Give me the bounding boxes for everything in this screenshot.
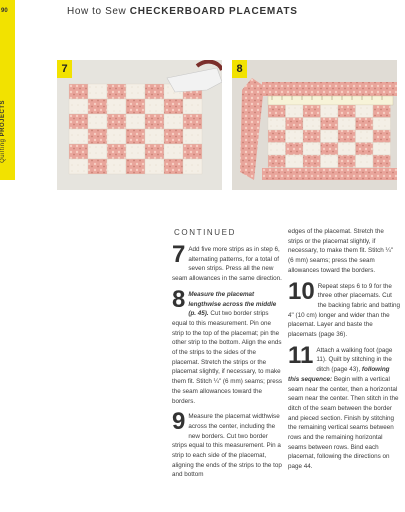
step-lead-text: Attach a walking foot (page 11). Quilt by stitching in the ditch (page 43), [316,346,393,374]
photo-label: 8 [232,60,247,78]
quilt-square [321,130,339,143]
quilt-square [69,99,88,114]
section-label-bold: PROJECTS [0,100,6,137]
quilt-square [303,105,321,118]
section-heading: CONTINUED [174,228,236,237]
step-9-continued [288,227,400,276]
quilt-square [356,130,374,143]
quilt-square [356,155,374,168]
step-text: Measure the placemat widthwise across the center, including the new borders. Cut two border strips equal to this measurement. Pin a strip to each side of the placemat, aligning the ends of the strips to the top and bottom [172,413,282,479]
quilt-square [164,159,183,174]
step-text: edges of the placemat. Stretch the strips or the placemat slightly, if necessary, to make them fit. Stitch ¼" (6 mm) seams; press the seam allowances toward the borders. [288,228,394,274]
page-number: 90 [1,8,8,14]
step-number: 9 [172,408,186,436]
step-body: Cut two border strips equal to this measurement. Pin one strip to the top of the placemat; pin the other strip to the bottom. Align the ends of the strips to the sides of the placemat. Stretch the strips or the placemat slightly, if necessary, to make them fit. Stitch ¼" (6 mm) seams; press the seam allowances toward the borders. [172,310,283,405]
quilt-square [321,118,339,131]
step-lead: following this sequence: [288,366,390,383]
step-9 [172,408,282,480]
quilt-square [286,130,304,143]
quilt-square [126,114,145,129]
quilt-square [373,105,391,118]
quilt-square [338,143,356,156]
quilt-square [126,84,145,99]
quilt-square [145,129,164,144]
step-text [172,285,283,406]
quilt-square [373,155,391,168]
quilt-square [303,155,321,168]
quilt-square [286,143,304,156]
quilt-square [107,84,126,99]
step-10 [288,277,400,340]
quilt-square [69,84,88,99]
step-8 [172,285,283,406]
quilt-square [145,114,164,129]
quilt-square [126,99,145,114]
quilt-square [268,130,286,143]
quilt-square [69,159,88,174]
quilt-square [268,143,286,156]
quilt-square [107,129,126,144]
step-11 [288,341,400,472]
section-tab [0,0,15,180]
quilt-square [88,84,107,99]
step-number: 10 [288,277,315,305]
quilt-square [145,84,164,99]
border-strips-illustration [232,60,397,190]
quilt-square [338,105,356,118]
quilt-square [107,159,126,174]
page-title [67,6,298,17]
quilt-square [145,144,164,159]
quilt-square [338,118,356,131]
section-label [0,100,15,163]
photo-label: 7 [57,60,72,78]
quilt-square [183,144,202,159]
step-number: 7 [172,241,186,268]
step-number: 11 [288,341,314,369]
quilt-square [356,143,374,156]
quilt-square [268,105,286,118]
quilt-square [338,130,356,143]
step-7 [172,241,282,284]
step-lead: Measure the placemat lengthwise across the middle (p. 45). [188,290,277,318]
quilt-square [145,159,164,174]
quilt-square [164,144,183,159]
quilt-square [88,159,107,174]
quilt-square [303,130,321,143]
step-text: Repeat steps 6 to 9 for the three other placemats. Cut the backing fabric and batting 4" (10 cm) longer and wider than the placemat. Layer and baste the placemats (page 36). [288,282,400,339]
quilt-square [88,144,107,159]
quilt-square [126,144,145,159]
quilt-square [303,143,321,156]
step-7-photo [57,60,222,190]
step-text: Add five more strips as in step 6, alternating patterns, for a total of seven strips. Press all the new seam allowances in the same direction. [172,246,282,283]
quilt-square [69,144,88,159]
quilt-square [321,155,339,168]
quilt-square [373,130,391,143]
quilt-square [183,159,202,174]
quilt-square [286,118,304,131]
page-title-bold: CHECKERBOARD PLACEMATS [129,6,298,17]
quilt-square [303,118,321,131]
quilt-square [321,105,339,118]
quilt-square [338,155,356,168]
quilt-square [126,159,145,174]
quilt-square [107,144,126,159]
quilt-square [183,99,202,114]
quilt-square [88,114,107,129]
quilt-square [69,129,88,144]
quilt-square [145,99,164,114]
checkerboard-illustration [57,60,222,190]
quilt-square [126,129,145,144]
quilt-square [286,105,304,118]
page-title-prefix: How to Sew [67,6,127,17]
quilt-square [164,99,183,114]
quilt-square [321,143,339,156]
left-column [172,241,283,486]
quilt-square [356,105,374,118]
step-8-photo [232,60,397,190]
step-number: 8 [172,285,186,313]
quilt-square [356,118,374,131]
quilt-square [268,118,286,131]
quilt-square [88,129,107,144]
quilt-square [88,99,107,114]
quilt-square [107,114,126,129]
quilt-square [373,118,391,131]
quilt-square [286,155,304,168]
quilt-square [164,129,183,144]
quilt-square [107,99,126,114]
step-body: Begin with a vertical seam near the center, then a horizontal seam near the center. Then stitch in the ditch of the seam between the border and pieced section. Finish by stitching the remaining vertical seams between rows and the remaining horizontal seams between rows. Bind each placemat, following the directions on page 44. [288,375,399,471]
quilt-square [268,155,286,168]
quilt-square [183,129,202,144]
section-label-prefix: Quilting [0,138,6,163]
quilt-square [69,114,88,129]
quilt-square [164,114,183,129]
quilt-square [373,143,391,156]
right-column [288,227,400,478]
quilt-square [183,114,202,129]
